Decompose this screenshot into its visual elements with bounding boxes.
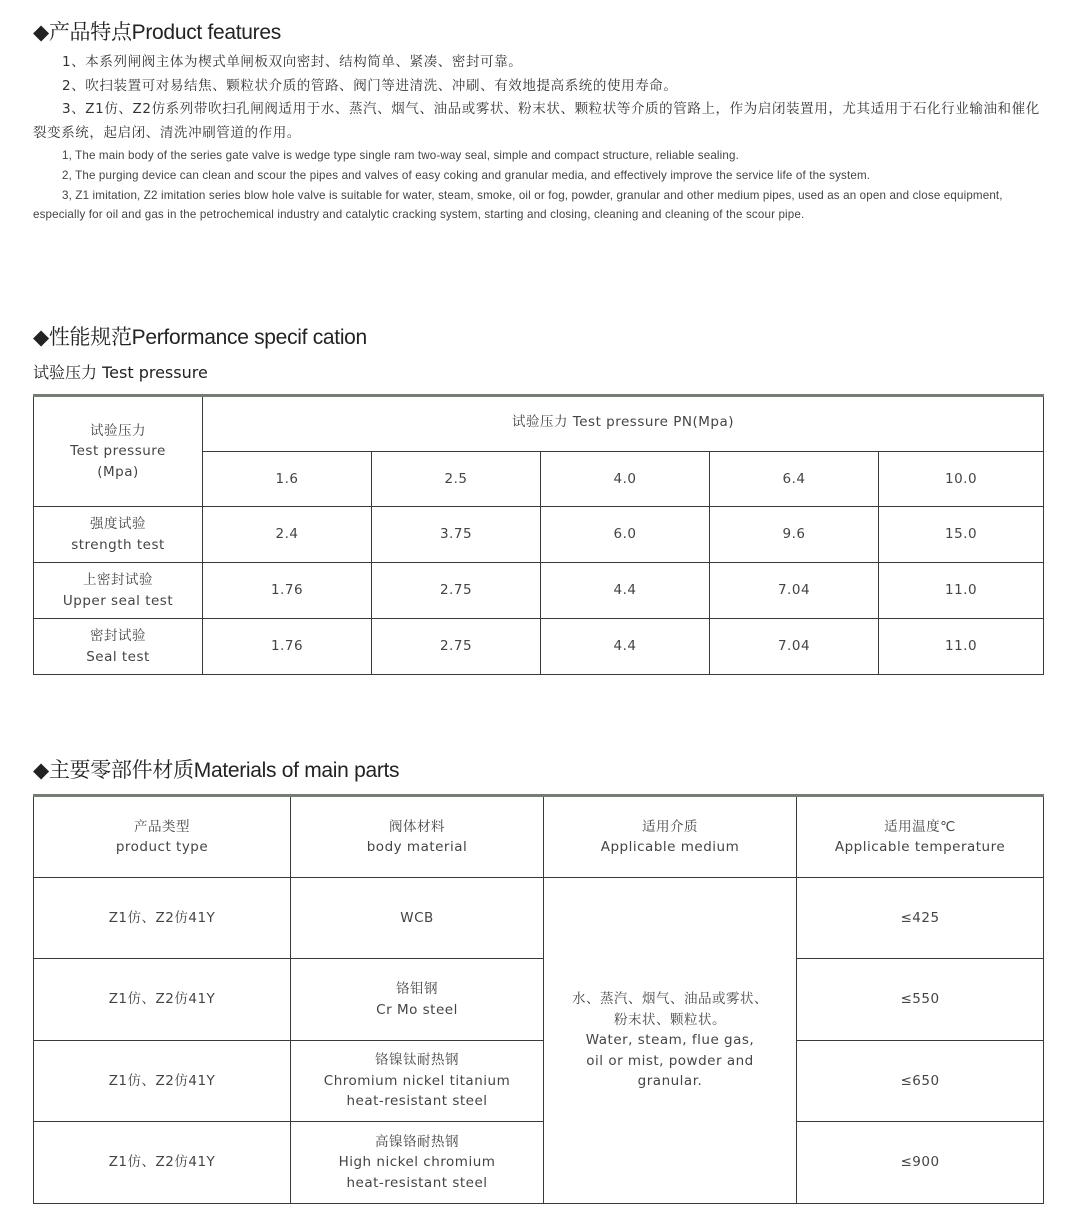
pn-value-cell: 10.0	[879, 452, 1044, 507]
value-cell: 3.75	[372, 507, 541, 563]
temperature-cell: ≤550	[797, 959, 1044, 1041]
product-type-cell: Z1仿、Z2仿41Y	[34, 1122, 291, 1204]
row-label-cell	[34, 563, 203, 619]
body-material-en-2: heat-resistant steel	[346, 1093, 488, 1110]
body-material-en-2: heat-resistant steel	[346, 1174, 488, 1191]
features-heading-cn: ◆产品特点	[33, 20, 132, 44]
value-cell: 7.04	[710, 563, 879, 619]
body-material-en: Chromium nickel titanium	[323, 1072, 511, 1089]
table-row	[34, 959, 1044, 1041]
medium-cn-line-1: 水、蒸汽、烟气、油品或雾状、	[572, 991, 768, 1008]
corner-header-en2: (Mpa)	[97, 463, 139, 480]
product-type-cell: Z1仿、Z2仿41Y	[34, 878, 291, 959]
body-material-en: Cr Mo steel	[376, 1001, 458, 1018]
body-material-cn: 高镍铬耐热钢	[375, 1133, 459, 1150]
performance-heading-cn: ◆性能规范	[33, 325, 132, 349]
performance-heading	[33, 321, 367, 351]
value-cell: 4.4	[541, 563, 710, 619]
pn-value-cell: 6.4	[710, 452, 879, 507]
header-cell-product-type	[34, 796, 291, 878]
performance-heading-en: Performance specif cation	[131, 326, 367, 349]
features-en-list	[33, 146, 1048, 225]
table-row	[34, 878, 1044, 959]
table-row	[34, 1041, 1044, 1122]
feature-cn-point-3: 3、Z1仿、Z2仿系列带吹扫孔闸阀适用于水、蒸汽、烟气、油品或雾状、粉末状、颗粒状等介质的管路上，作为启闭装置用，尤其适用于石化行业输油和催化裂变系统，起启闭、清洗冲刷管道的作用。	[33, 101, 1040, 141]
row-label-cn: 密封试验	[90, 628, 146, 644]
test-pressure-sub-cn: 试验压力	[33, 363, 98, 382]
pn-value-cell: 1.6	[203, 452, 372, 507]
body-material-cell	[291, 1041, 544, 1122]
value-cell: 1.76	[203, 563, 372, 619]
temperature-cell: ≤900	[797, 1122, 1044, 1204]
test-pressure-sub-en: Test pressure	[102, 363, 208, 382]
medium-en-line-1: Water, steam, flue gas,	[585, 1032, 755, 1049]
test-pressure-subheading	[33, 360, 208, 383]
corner-header-cell	[34, 396, 203, 507]
feature-cn-point-2: 2、吹扫装置可对易结焦、颗粒状介质的管路、阀门等进清洗、冲刷、有效地提高系统的使用寿命。	[62, 77, 678, 94]
table-row	[34, 619, 1044, 675]
body-material-en: WCB	[400, 909, 434, 926]
features-cn-list	[33, 51, 1045, 145]
value-cell: 15.0	[879, 507, 1044, 563]
value-cell: 6.0	[541, 507, 710, 563]
value-cell: 9.6	[710, 507, 879, 563]
header-cn: 产品类型	[134, 818, 190, 835]
features-heading-en: Product features	[131, 21, 281, 44]
table-row	[34, 396, 1044, 452]
materials-heading	[33, 754, 399, 784]
row-label-en: Upper seal test	[62, 592, 174, 609]
header-cell-body-material	[291, 796, 544, 878]
value-cell: 2.75	[372, 563, 541, 619]
value-cell: 11.0	[879, 563, 1044, 619]
header-cell-applicable-temperature	[797, 796, 1044, 878]
row-label-cell	[34, 507, 203, 563]
row-label-cn: 上密封试验	[83, 572, 153, 588]
body-material-cell	[291, 878, 544, 959]
materials-heading-cn: ◆主要零部件材质	[33, 758, 194, 782]
temperature-cell: ≤425	[797, 878, 1044, 959]
value-cell: 1.76	[203, 619, 372, 675]
value-cell: 2.75	[372, 619, 541, 675]
row-label-en: strength test	[71, 536, 165, 553]
applicable-medium-cell	[544, 878, 797, 1204]
row-label-cell	[34, 619, 203, 675]
value-cell: 7.04	[710, 619, 879, 675]
table-row	[34, 796, 1044, 878]
corner-header-en1: Test pressure	[70, 443, 166, 460]
pn-value-cell: 4.0	[541, 452, 710, 507]
pn-group-header: 试验压力 Test pressure PN(Mpa)	[203, 396, 1044, 452]
row-label-cn: 强度试验	[90, 516, 146, 532]
temperature-cell: ≤650	[797, 1041, 1044, 1122]
feature-en-point-3: 3, Z1 imitation, Z2 imitation series blow hole valve is suitable for water, steam, smoke, oil or fog, powder, granular and other medium pipes, used as an open and close equipment, especially for oil and gas in the petrochemical industry and catalytic cracking system, starting and closing, cleaning and cleaning of the scour pipe.	[33, 188, 1003, 222]
header-cn: 阀体材料	[389, 818, 445, 835]
body-material-en: High nickel chromium	[338, 1154, 496, 1171]
medium-en-line-3: granular.	[637, 1073, 703, 1090]
header-en: body material	[366, 839, 468, 855]
feature-cn-point-1: 1、本系列闸阀主体为楔式单闸板双向密封、结构简单、紧凑、密封可靠。	[62, 54, 523, 70]
value-cell: 4.4	[541, 619, 710, 675]
header-en: Applicable temperature	[834, 839, 1006, 855]
product-type-cell: Z1仿、Z2仿41Y	[34, 959, 291, 1041]
feature-en-point-2: 2, The purging device can clean and scour the pipes and valves of easy coking and granular media, and effectively improve the service life of the system.	[62, 168, 871, 182]
body-material-cell	[291, 959, 544, 1041]
header-en: product type	[115, 839, 209, 855]
corner-header-cn: 试验压力	[90, 422, 146, 439]
value-cell: 2.4	[203, 507, 372, 563]
features-heading	[33, 16, 281, 46]
pn-value-cell: 2.5	[372, 452, 541, 507]
medium-cn-line-2: 粉末状、颗粒状。	[614, 1011, 726, 1028]
body-material-cn: 铬钼钢	[396, 981, 438, 997]
table-row	[34, 563, 1044, 619]
row-label-en: Seal test	[86, 648, 150, 665]
header-cn: 适用介质	[642, 818, 698, 835]
value-cell: 11.0	[879, 619, 1044, 675]
feature-en-point-1: 1, The main body of the series gate valve is wedge type single ram two-way seal, simple and compact structure, reliable sealing.	[62, 149, 739, 162]
header-cn: 适用温度℃	[884, 818, 956, 835]
materials-table	[33, 794, 1044, 1204]
table-row	[34, 507, 1044, 563]
product-type-cell: Z1仿、Z2仿41Y	[34, 1041, 291, 1122]
header-cell-applicable-medium	[544, 796, 797, 878]
header-en: Applicable medium	[600, 839, 740, 855]
medium-en-line-2: oil or mist, powder and	[586, 1052, 754, 1069]
body-material-cn: 铬镍钛耐热钢	[375, 1052, 459, 1069]
test-pressure-table	[33, 394, 1044, 675]
table-row	[34, 1122, 1044, 1204]
body-material-cell	[291, 1122, 544, 1204]
materials-heading-en: Materials of main parts	[193, 759, 400, 782]
